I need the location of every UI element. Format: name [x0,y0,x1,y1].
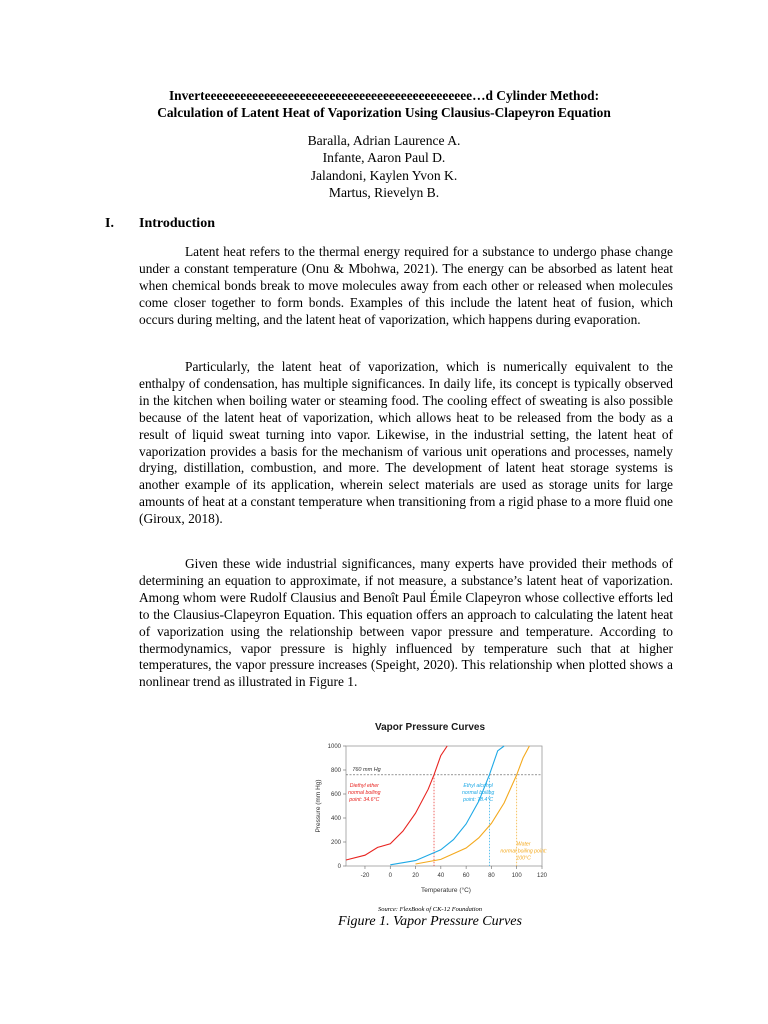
section-number: I. [105,216,114,231]
author-name: Martus, Rievelyn B. [328,185,440,201]
vapor-pressure-figure [300,716,560,902]
paper-title [60,87,708,121]
series-annotation: normal boiling point: [500,848,547,855]
x-tick-label: 60 [462,873,470,879]
author-name: Infante, Aaron Paul D. [322,150,446,166]
x-tick-label: 40 [437,873,445,879]
body-paragraph: Given these wide industrial significances, many experts have provided their methods of determining an equation to approximate, if not measure, a substance’s latent heat of vaporization. Among whom were Rudolf Clausius and Benoît Paul Émile Clapeyron whose collective efforts led to the Clausius-Clapeyron Equation. This equation offers an approach to calculating the latent heat of vaporization using the relationship between vapor pressure and temperature. According to thermodynamics, vapor pressure is highly influenced by temperature such that at higher temperatures, the vapor pressure increases (Speight, 2020). This relationship when plotted shows a nonlinear trend as illustrated in Figure 1. [139,556,673,690]
x-tick-label: 20 [412,873,419,879]
y-tick-label: 1000 [327,744,341,750]
x-tick-label: 80 [488,873,495,879]
series-annotation: Water [516,841,531,848]
author-name: Baralla, Adrian Laurence A. [307,133,461,148]
y-tick-label: 400 [330,816,341,822]
x-tick-label: -20 [360,873,370,879]
body-paragraph: Latent heat refers to the thermal energy required for a substance to undergo phase change under a constant temperature (Onu & Mbohwa, 2021). The energy can be absorbed as latent heat when chemical bonds break to move molecules away from each other or released when molecules come closer together to form bonds. Examples of this include the latent heat of fusion, which occurs during melting, and the latent heat of vaporization, which happens during evaporation. [139,244,673,327]
body-paragraph: Particularly, the latent heat of vaporization, which is numerically equivalent to the enthalpy of condensation, has multiple significances. In daily life, its concept is typically observed in the kitchen when boiling water or steaming food. The cooling effect of sweating is also possible because of the latent heat of vaporization, which allows heat to be released from the body as a result of liquid sweat turning into vapor. Likewise, in the industrial setting, the latent heat of vaporization provides a basis for the mechanism of various unit operations and processes, namely drying, distillation, combustion, and more. The development of latent heat storage systems is another example of its application, wherein select materials are used as storage units for large amounts of heat at a constant temperature when transitioning from a rigid phase to a more fluid one (Giroux, 2018). [139,359,673,527]
vapor-pressure-chart [300,716,560,902]
y-tick-label: 0 [337,864,341,870]
title-line-2: Calculation of Latent Heat of Vaporization Using Clausius-Clapeyron Equation [157,105,611,120]
series-annotation: point: 34.6°C [349,796,380,803]
series-annotation: Ethyl alcohol [463,782,493,789]
x-axis-label: Temperature (°C) [421,887,471,894]
series-annotation: point: 78.4°C [463,796,494,803]
series-line-ethyl-alcohol [390,746,504,865]
section-title: Introduction [139,216,215,231]
reference-line-label: 760 mm Hg [352,766,381,773]
title-line-1: Inverteeeeeeeeeeeeeeeeeeeeeeeeeeeeeeeeeeeeeeeeeeeee…d Cylinder Method: [168,88,600,103]
series-line-diethyl-ether [346,746,447,860]
x-tick-label: 100 [511,873,522,879]
y-tick-label: 200 [330,840,341,846]
series-line-water [416,746,530,864]
series-annotation: normal boiling [461,789,495,796]
series-annotation: Diethyl ether [349,782,379,789]
series-annotation: normal boiling [348,789,381,796]
author-name: Jalandoni, Kaylen Yvon K. [310,167,458,183]
chart-title: Vapor Pressure Curves [374,722,486,733]
y-tick-label: 600 [330,792,341,798]
y-axis-label: Pressure (mm Hg) [315,779,322,833]
figure-source: Source: FlexBook of CK-12 Foundation [377,906,483,913]
author-list [60,132,708,202]
x-tick-label: 0 [388,873,392,879]
figure-caption: Figure 1. Vapor Pressure Curves [338,914,522,929]
y-tick-label: 800 [330,768,341,774]
series-annotation: 100°C [516,855,531,862]
x-tick-label: 120 [536,873,548,879]
